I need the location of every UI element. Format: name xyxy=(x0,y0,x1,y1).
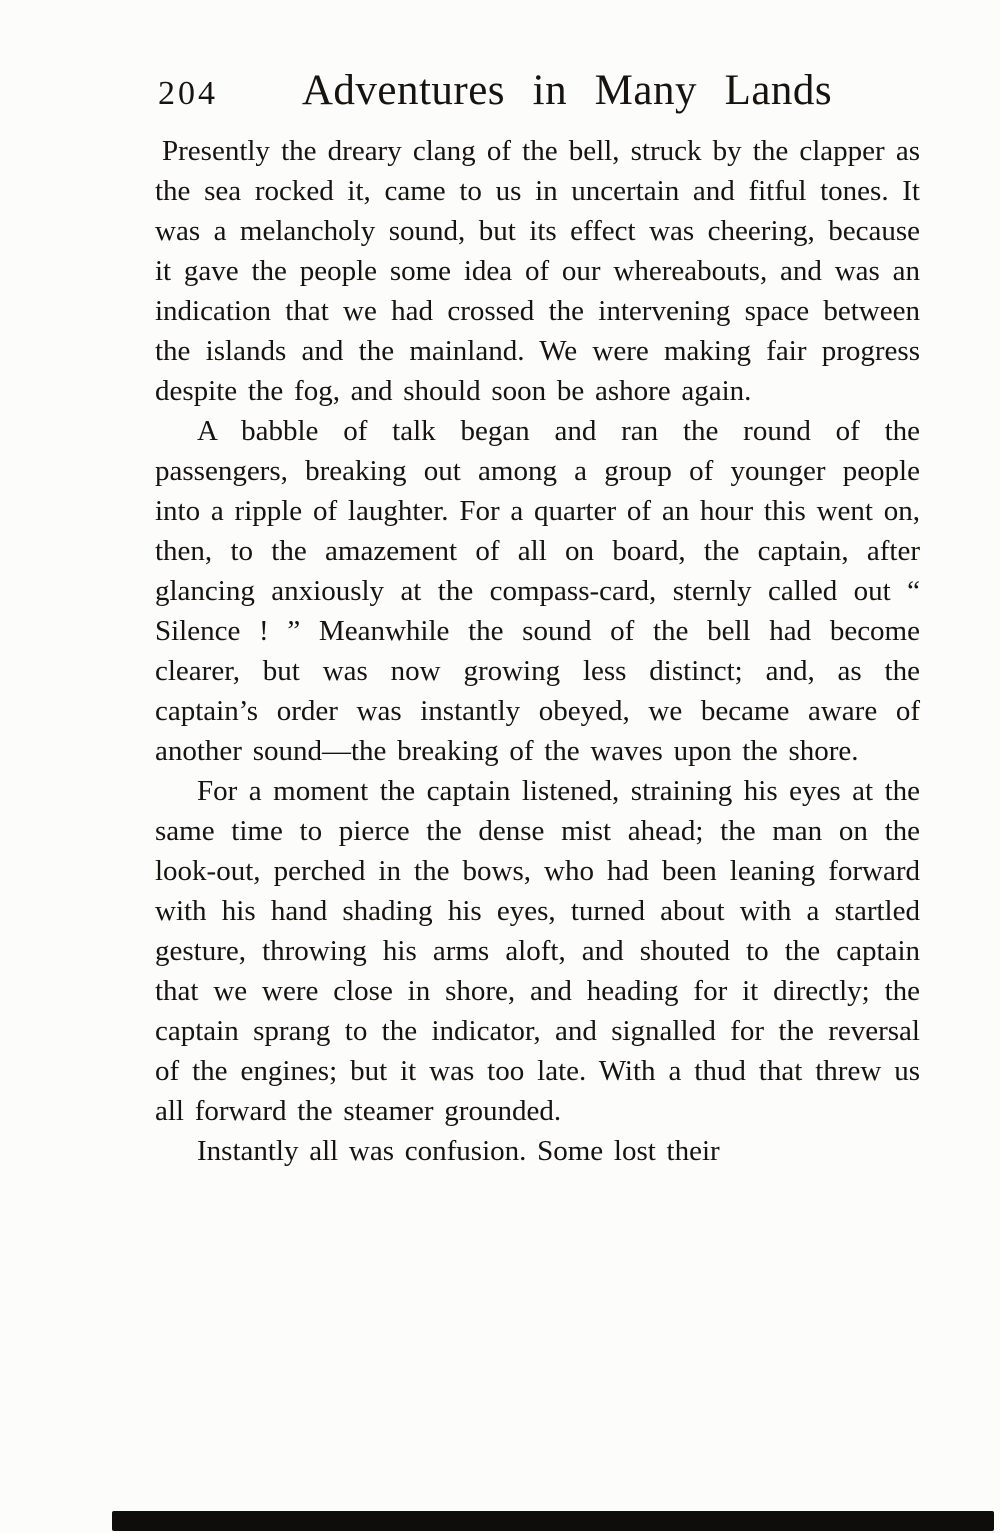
paragraph: For a moment the captain listened, straining his eyes at the same time to pierce the dense mist ahead; the man on the look-out, perched in the bows, who had been leaning forward with his hand shading his eyes, turned about with a startled gesture, throwing his arms aloft, and shouted to the captain that we were close in shore, and heading for it directly; the captain sprang to the indicator, and signalled for the reversal of the engines; but it was too late. With a thud that threw us all forward the steamer grounded. xyxy=(155,775,920,1127)
body-text xyxy=(0,115,1000,1171)
page-number: 204 xyxy=(158,75,218,112)
page-header xyxy=(0,0,1000,115)
running-title: Adventures in Many Lands xyxy=(301,67,833,114)
paragraph: A babble of talk began and ran the round of the passengers, breaking out among a group of younger people into a ripple of laughter. For a quarter of an hour this went on, then, to the amazement of all on board, the captain, after glancing anxiously at the compass-card, sternly called out “ Silence ! ” Meanwhile the sound of the bell had become clearer, but was now growing less distinct; and, as the captain’s order was instantly obeyed, we became aware of another sound—the breaking of the waves upon the shore. xyxy=(155,415,920,767)
paragraph: Presently the dreary clang of the bell, struck by the clapper as the sea rocked it, came to us in uncertain and fitful tones. It was a melancholy sound, but its effect was cheering, because it gave the people some idea of our whereabouts, and was an indication that we had crossed the intervening space between the islands and the mainland. We were making fair progress despite the fog, and should soon be ashore again. xyxy=(155,135,920,407)
scan-edge-artifact xyxy=(112,1511,994,1531)
paragraph: Instantly all was confusion. Some lost their xyxy=(197,1135,720,1167)
